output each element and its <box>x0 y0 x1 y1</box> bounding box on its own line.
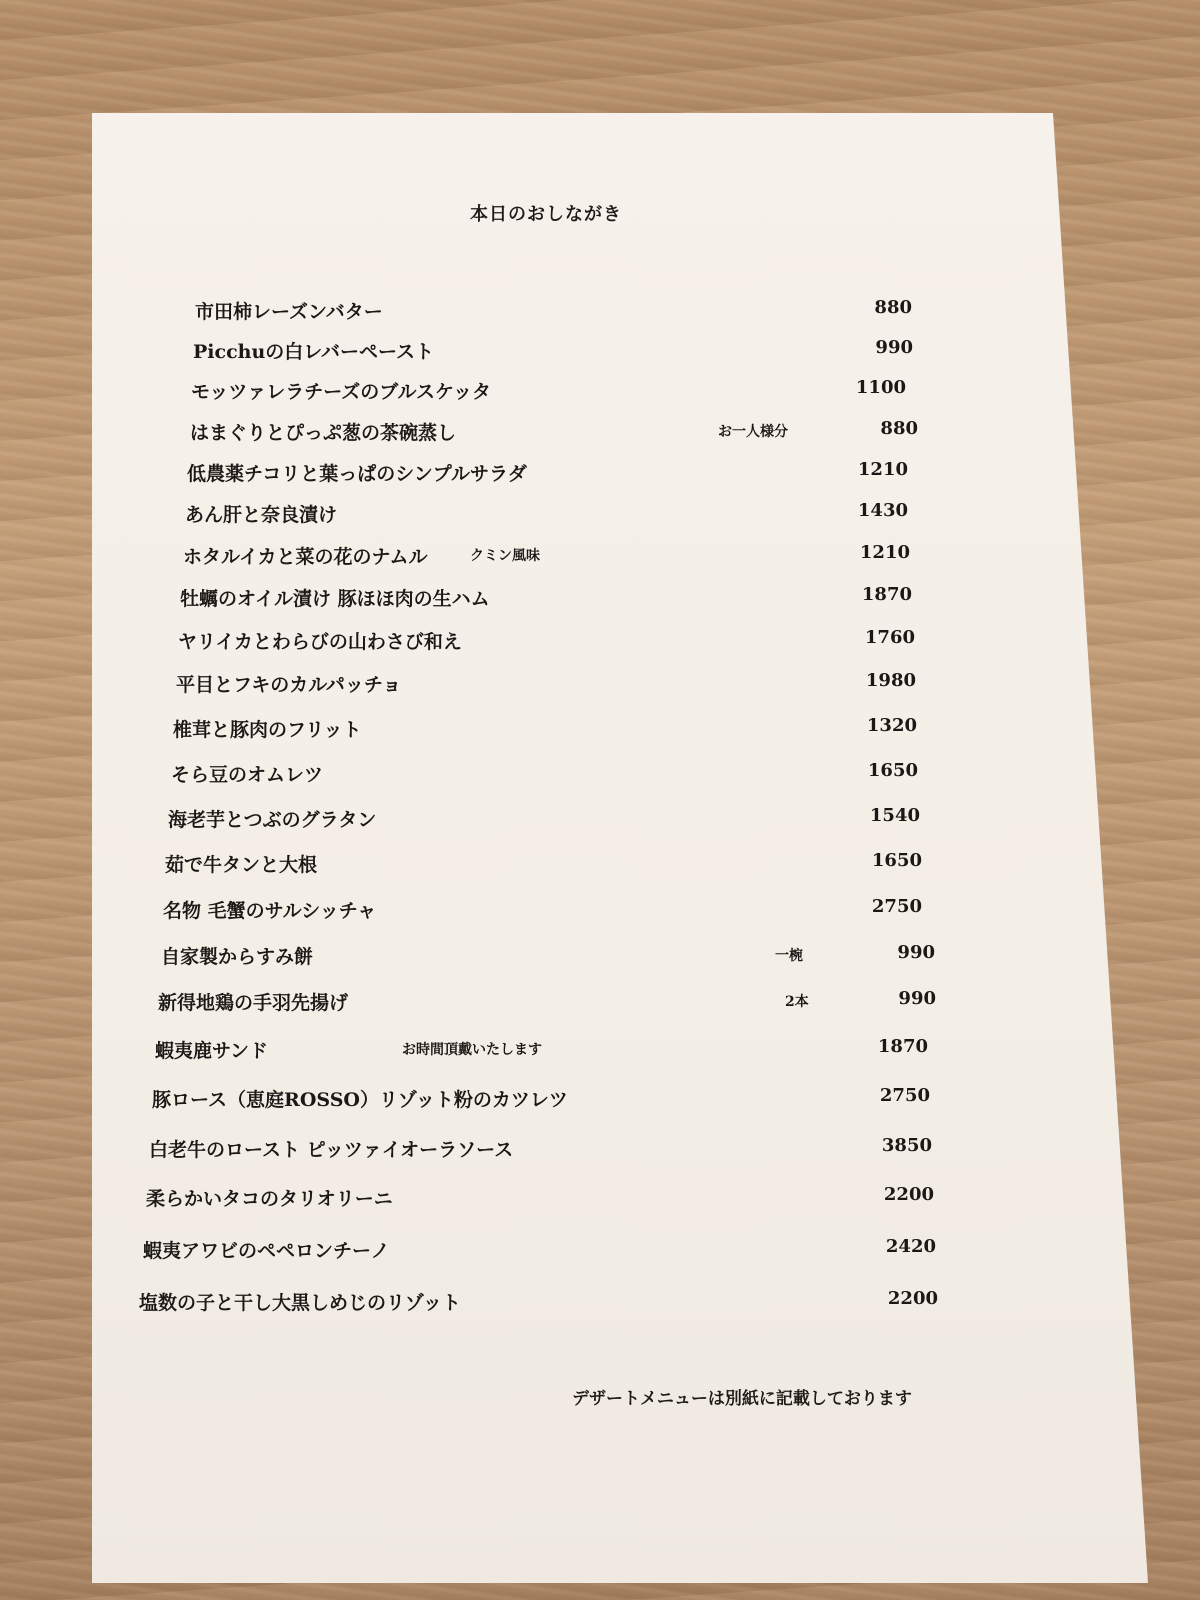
menu-item-name: 茹で牛タンと大根 <box>165 854 318 876</box>
menu-item-price: 2750 <box>871 896 922 917</box>
menu-item-name: Picchuの白レバーペースト <box>193 341 434 363</box>
menu-item-price: 880 <box>880 418 918 439</box>
menu-item-price: 3850 <box>881 1135 932 1156</box>
menu-item-price: 1100 <box>855 377 906 398</box>
menu-title: 本日のおしながき <box>470 204 622 225</box>
menu-item-name: 白老牛のロースト ピッツァイオーラソース <box>149 1139 514 1161</box>
menu-item-name: 市田柿レーズンバター <box>195 301 383 323</box>
menu-item-name: 新得地鶏の手羽先揚げ <box>158 992 349 1014</box>
menu-item-price: 1760 <box>864 627 915 648</box>
dessert-note: デザートメニューは別紙に記載しております <box>572 1389 912 1409</box>
menu-item-name: そら豆のオムレツ <box>171 764 324 786</box>
menu-item-note: 一椀 <box>775 948 803 964</box>
menu-item-price: 880 <box>874 297 912 318</box>
menu-item-name: 塩数の子と干し大黒しめじのリゾット <box>139 1292 461 1314</box>
menu-item-price: 2200 <box>887 1288 938 1309</box>
menu-item-name: 蝦夷鹿サンド <box>155 1040 269 1062</box>
menu-item-price: 990 <box>898 988 936 1009</box>
menu-item-price: 2200 <box>883 1184 934 1205</box>
menu-item-price: 2750 <box>879 1085 930 1106</box>
menu-item-name: 海老芋とつぶのグラタン <box>168 809 377 831</box>
menu-item-price: 1980 <box>865 670 916 691</box>
menu-item-price: 1430 <box>857 500 908 521</box>
menu-item-name: 牡蠣のオイル漬け 豚ほほ肉の生ハム <box>180 588 490 610</box>
menu-item-note: クミン風味 <box>470 548 540 564</box>
menu-item-name: 椎茸と豚肉のフリット <box>173 719 362 741</box>
menu-item-price: 1870 <box>861 584 912 605</box>
menu-item-name: 名物 毛蟹のサルシッチャ <box>163 900 377 922</box>
menu-item-name: ヤリイカとわらびの山わさび和え <box>178 631 462 653</box>
menu-item-name: 柔らかいタコのタリオリーニ <box>146 1188 393 1210</box>
menu-item-price: 1210 <box>857 459 908 480</box>
menu-paper <box>92 113 1148 1583</box>
menu-item-name: 平目とフキのカルパッチョ <box>176 674 402 696</box>
menu-item-note: お一人様分 <box>718 424 788 440</box>
menu-item-name: あん肝と奈良漬け <box>185 504 338 526</box>
menu-item-price: 2420 <box>885 1236 936 1257</box>
menu-item-price: 1870 <box>877 1036 928 1057</box>
menu-item-name: 豚ロース（恵庭ROSSO）リゾット粉のカツレツ <box>152 1089 568 1111</box>
menu-item-note: 2本 <box>785 994 809 1010</box>
menu-item-name: はまぐりとぴっぷ葱の茶碗蒸し <box>190 422 457 444</box>
menu-item-name: モッツァレラチーズのブルスケッタ <box>191 381 492 403</box>
menu-item-price: 990 <box>897 942 935 963</box>
menu-item-price: 1320 <box>866 715 917 736</box>
menu-item-note: お時間頂戴いたします <box>402 1042 542 1058</box>
menu-item-name: ホタルイカと菜の花のナムル <box>183 546 428 568</box>
menu-item-name: 自家製からすみ餅 <box>161 946 314 968</box>
menu-item-price: 990 <box>875 337 913 358</box>
menu-item-price: 1650 <box>871 850 922 871</box>
menu-item-price: 1210 <box>859 542 910 563</box>
menu-item-name: 低農薬チコリと葉っぱのシンプルサラダ <box>187 463 527 485</box>
menu-item-name: 蝦夷アワビのペペロンチーノ <box>143 1240 390 1262</box>
menu-item-price: 1650 <box>867 760 918 781</box>
menu-item-price: 1540 <box>869 805 920 826</box>
